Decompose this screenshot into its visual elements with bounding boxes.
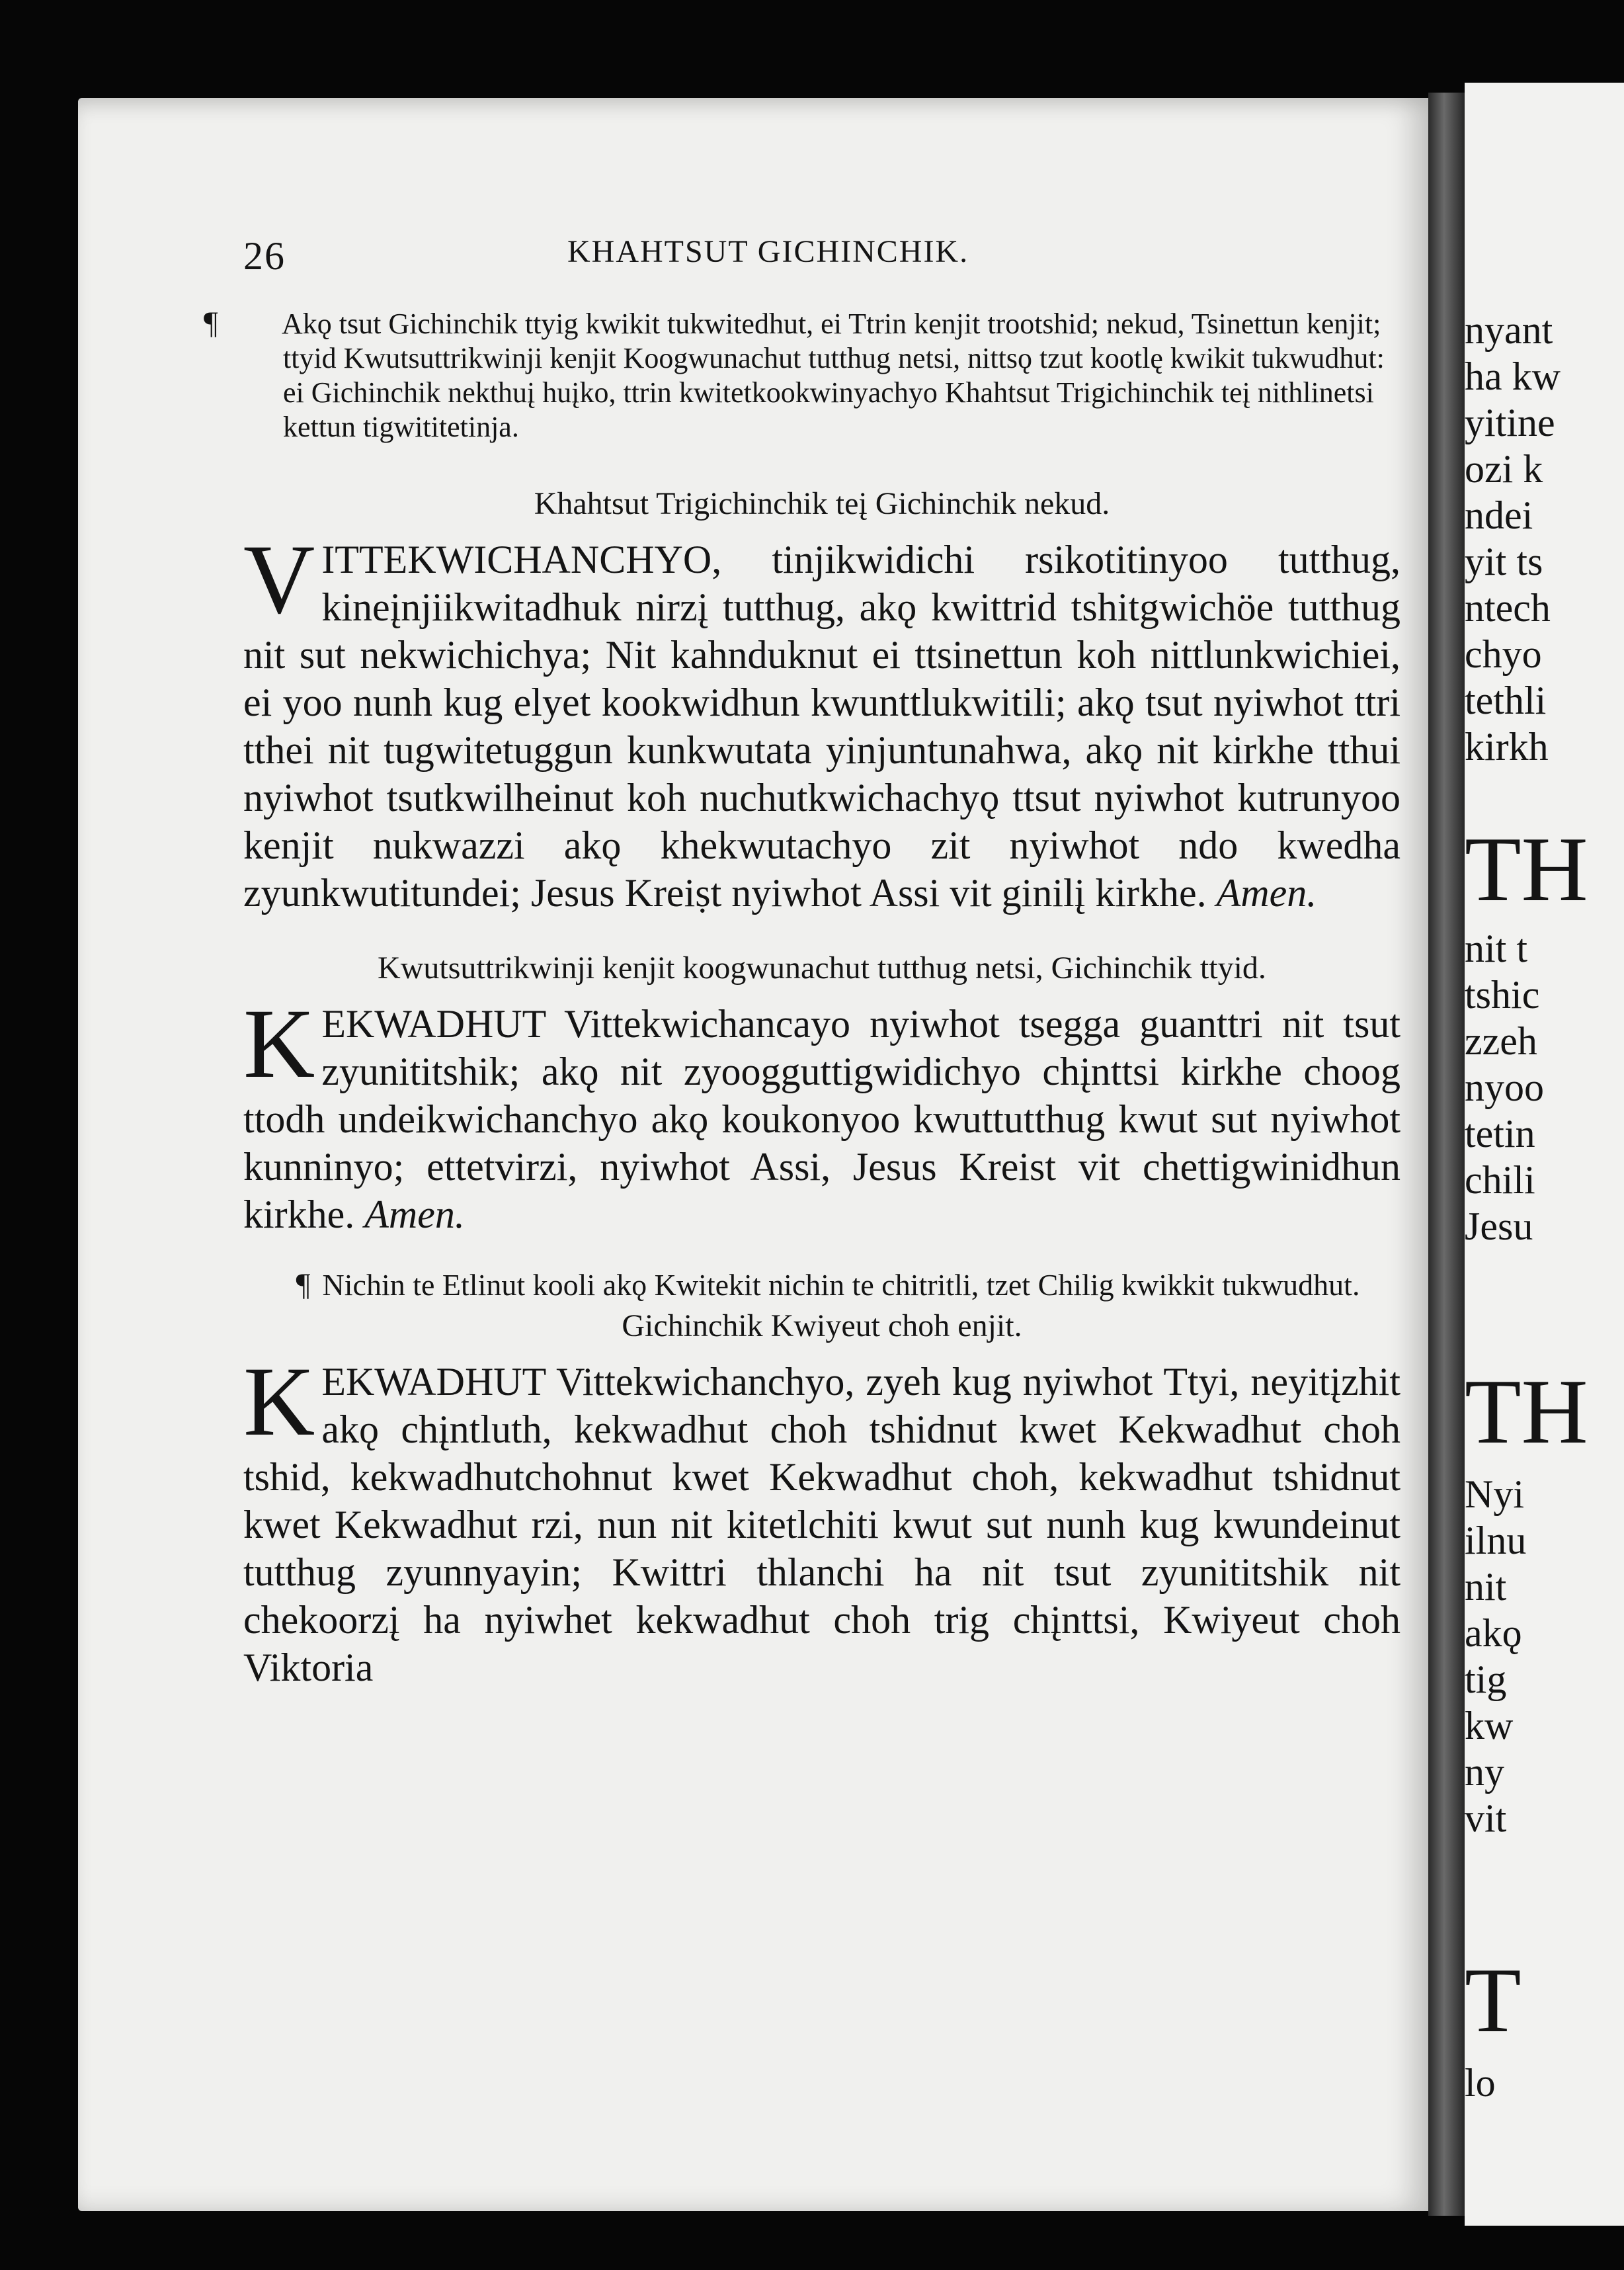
rubric-2-text: Nichin te Etlinut kooli akǫ Kwitekit nichin te chitritli, tzet Chilig kwikkit tukwudhut.: [322, 1268, 1360, 1302]
dropcap-k-2: K: [243, 1347, 315, 1456]
facing-line: tetin: [1465, 1112, 1535, 1156]
facing-page: [1465, 83, 1624, 2226]
prayer-1-text: ITTEKWICHANCHYO, tinjikwidichi rsikotitinyoo tutthug, kineįnjiikwitadhuk nirzį tutthug, akǫ kwittrid tshitgwichöe tutthug nit sut nekwichichya; Nit kahnduknut ei ttsinettun koh nittlunkwichiei, ei yoo nunh kug elyet kookwidhun kwunttlukwitili; akǫ tsut nyiwhot ttri tthei nit tugwitetuggun kunkwutata yinjuntunahwa, akǫ nit kirkhe tthui nyiwhot tsutkwilheinut koh nuchutkwichachyǫ ttsut nyiwhot kutrunyoo kenjit nukwazzi akǫ khekwutachyo zit nyiwhot ndo kwedha zyunkwutitundei; Jesus Kreiṣt nyiwhot Assi vit ginilį kirkhe.: [243, 538, 1401, 915]
facing-line: kw: [1465, 1704, 1514, 1747]
facing-line: ilnu: [1465, 1519, 1527, 1562]
heading-collect-1: Khahtsut Trigichinchik teį Gichinchik nekud.: [534, 486, 1110, 521]
facing-line: nit: [1465, 1565, 1507, 1609]
facing-line: tig: [1465, 1658, 1507, 1701]
left-page: [78, 98, 1432, 2211]
facing-dropcap: TH: [1465, 1361, 1588, 1463]
facing-line: akǫ: [1465, 1611, 1522, 1655]
amen-2: Amen.: [364, 1193, 465, 1236]
prayer-3: [243, 1347, 1401, 1691]
facing-line: yitine: [1465, 401, 1555, 444]
dropcap-k-1: K: [243, 989, 315, 1099]
facing-line: nit t: [1465, 927, 1528, 970]
heading-queen: Gichinchik Kwiyeut choh enjit.: [622, 1308, 1022, 1343]
facing-line: Nyi: [1465, 1472, 1524, 1516]
facing-dropcap: TH: [1465, 818, 1588, 921]
facing-line: chyo: [1465, 632, 1542, 676]
facing-line: nyant: [1465, 308, 1553, 352]
pilcrow-icon: ¶: [204, 306, 218, 341]
facing-line: tshic: [1465, 973, 1540, 1017]
prayer-1: [243, 525, 1401, 917]
heading-collect-2: Kwutsuttrikwinji kenjit koogwunachut tutthug netsi, Gichinchik ttyid.: [378, 950, 1266, 986]
prayer-2: [243, 989, 1401, 1238]
facing-line: yit ts: [1465, 540, 1543, 583]
rubric-2: [243, 1268, 1401, 1302]
facing-dropcap: T: [1465, 1949, 1522, 2052]
page-body: [204, 306, 1401, 1691]
intro-rubric-text: Akǫ tsut Gichinchik ttyig kwikit tukwitedhut, ei Ttrin kenjit trootshid; nekud, Tsinettun kenjit; ttyid Kwutsuttrikwinji kenjit Koogwunachut tutthug netsi, nittsǫ tzut kootlę kwikit tukwudhut: ei Gichinchik nekthuį huįko, ttrin kwitetkookwinyachyo Khahtsut Trigichinchik teį nithlinetsi kettun tigwititetinja.: [282, 308, 1385, 443]
facing-line: vit: [1465, 1796, 1507, 1840]
intro-rubric: [204, 306, 1401, 444]
facing-line: Jesu: [1465, 1204, 1533, 1248]
facing-line: ha kw: [1465, 355, 1561, 398]
dropcap-v: V: [243, 525, 315, 634]
facing-line: ny: [1465, 1750, 1504, 1794]
book-gutter: [1428, 93, 1468, 2216]
facing-line: ndei: [1465, 493, 1533, 537]
page-number: 26: [243, 234, 286, 278]
prayer-3-text: EKWADHUT Vittekwichanchyo, zyeh kug nyiwhot Ttyi, neyitįzhit akǫ chįntluth, kekwadhut choh tshidnut kwet Kekwadhut choh tshid, kekwadhutchohnut kwet Kekwadhut choh, kekwadhut tshidnut kwet Kekwadhut rzi, nun nit kitetlchiti kwut sut nunh kug kwundeinut tutthug zyunnyayin; Kwittri thlanchi ha nit tsut zyunititshik nit chekoorzį ha nyiwhet kekwadhut choh trig chįnttsi, Kwiyeut choh Viktoria: [243, 1360, 1401, 1689]
facing-line: chili: [1465, 1158, 1535, 1202]
facing-line: kirkh: [1465, 725, 1549, 769]
running-title: KHAHTSUT GICHINCHIK.: [567, 234, 969, 269]
amen-1: Amen.: [1216, 871, 1317, 915]
pilcrow-icon-2: ¶: [296, 1267, 311, 1302]
facing-line: lo: [1465, 2061, 1496, 2105]
facing-line: ntech: [1465, 586, 1551, 630]
facing-line: nyoo: [1465, 1066, 1544, 1109]
facing-line: ozi k: [1465, 447, 1543, 491]
facing-line: zzeh: [1465, 1019, 1537, 1063]
facing-line: tethli: [1465, 679, 1547, 722]
prayer-2-text: EKWADHUT Vittekwichancayo nyiwhot tsegga guanttri nit tsut zyunititshik; akǫ nit zyoogguttigwidichyo chįnttsi kirkhe choog ttodh undeikwichanchyo akǫ koukonyoo kwuttutthug kwut sut nyiwhot kunninyo; ettetvirzi, nyiwhot Assi, Jesus Kreist vit chettigwinidhun kirkhe.: [243, 1002, 1401, 1236]
